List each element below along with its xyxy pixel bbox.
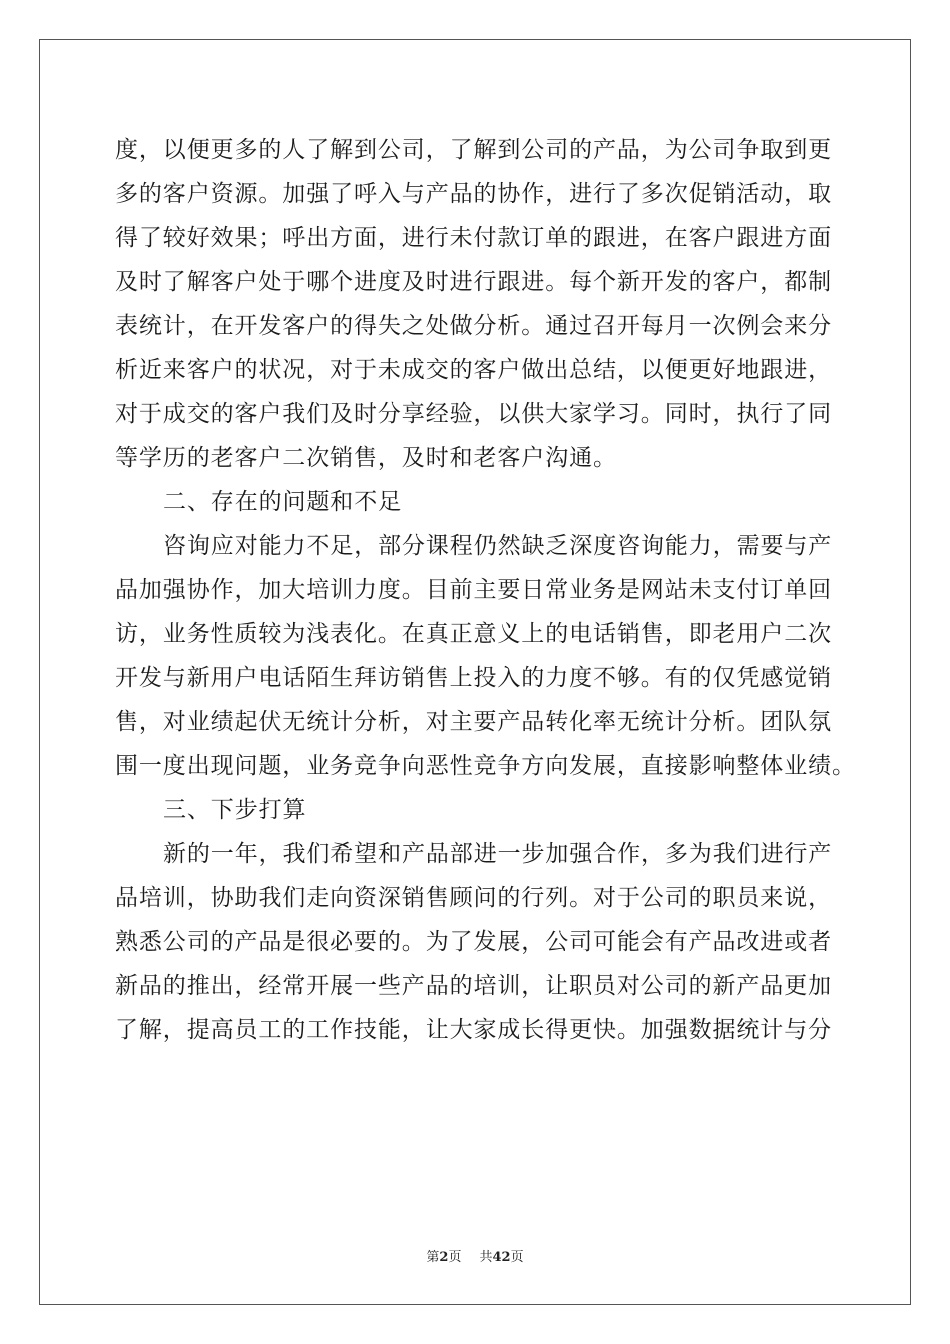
text-line: 咨询应对能力不足，部分课程仍然缺乏深度咨询能力，需要与产: [163, 533, 833, 559]
text-line: 了解，提高员工的工作技能，让大家成长得更快。加强数据统计与分: [115, 1017, 832, 1043]
text-line: 多的客户资源。加强了呼入与产品的协作，进行了多次促销活动，取: [115, 181, 832, 207]
text-line: 表统计，在开发客户的得失之处做分析。通过召开每月一次例会来分: [115, 313, 832, 339]
text-line: 品培训，协助我们走向资深销售顾问的行列。对于公司的职员来说，: [115, 885, 832, 911]
section-heading: 三、下步打算: [163, 797, 307, 823]
text-line: 对于成交的客户我们及时分享经验，以供大家学习。同时，执行了同: [115, 401, 832, 427]
text-line: 新品的推出，经常开展一些产品的培训，让职员对公司的新产品更加: [115, 973, 832, 999]
text-line: 析近来客户的状况，对于未成交的客户做出总结，以便更好地跟进，: [115, 357, 832, 383]
text-line: 售，对业绩起伏无统计分析，对主要产品转化率无统计分析。团队氛: [115, 709, 832, 735]
text-line: 度，以便更多的人了解到公司，了解到公司的产品，为公司争取到更: [115, 137, 832, 163]
text-line: 及时了解客户处于哪个进度及时进行跟进。每个新开发的客户，都制: [115, 269, 832, 295]
text-line: 品加强协作，加大培训力度。目前主要日常业务是网站未支付订单回: [115, 577, 832, 603]
total-prefix: 共: [479, 1250, 493, 1265]
text-line: 围一度出现问题，业务竞争向恶性竞争方向发展，直接影响整体业绩。: [115, 753, 856, 779]
text-line: 访，业务性质较为浅表化。在真正意义上的电话销售，即老用户二次: [115, 621, 832, 647]
page-prefix: 第: [426, 1250, 440, 1265]
total-pages: 42: [492, 1250, 511, 1265]
text-line: 熟悉公司的产品是很必要的。为了发展，公司可能会有产品改进或者: [115, 929, 832, 955]
page-suffix: 页: [448, 1250, 462, 1265]
text-line: 等学历的老客户二次销售，及时和老客户沟通。: [115, 445, 617, 471]
text-line: 得了较好效果；呼出方面，进行未付款订单的跟进，在客户跟进方面: [115, 225, 832, 251]
page-footer: [0, 1246, 950, 1265]
section-heading: 二、存在的问题和不足: [163, 489, 402, 515]
text-line: 新的一年，我们希望和产品部进一步加强合作，多为我们进行产: [163, 841, 833, 867]
document-body: [115, 128, 856, 1052]
total-suffix: 页: [510, 1250, 524, 1265]
page-number: 2: [439, 1250, 449, 1265]
text-line: 开发与新用户电话陌生拜访销售上投入的力度不够。有的仅凭感觉销: [115, 665, 832, 691]
